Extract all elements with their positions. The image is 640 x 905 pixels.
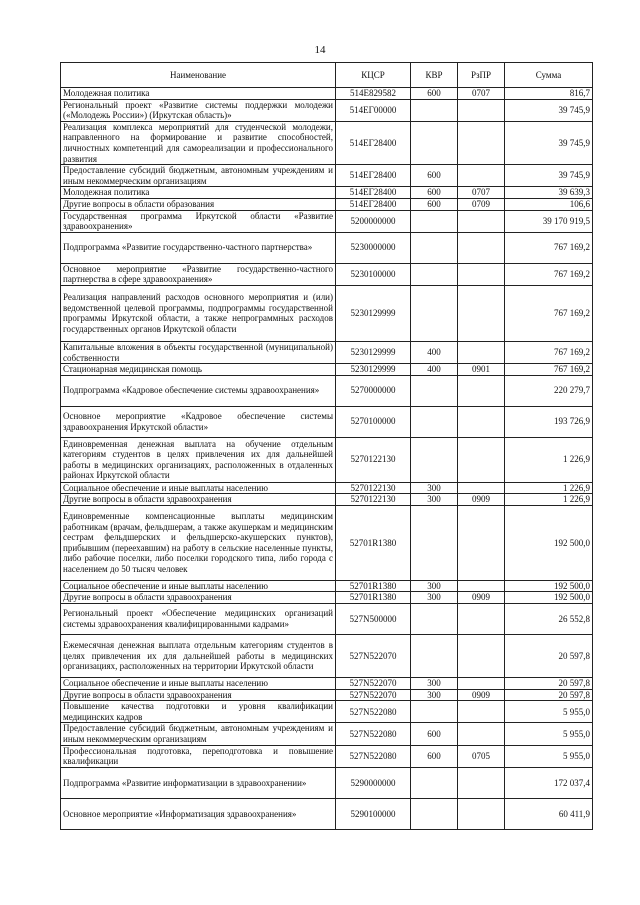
- page-number: 14: [314, 44, 326, 56]
- row-kcsr: 527N522070: [336, 678, 411, 690]
- row-rzpr: [458, 580, 505, 592]
- row-sum: 192 500,0: [505, 580, 593, 592]
- row-sum: 192 500,0: [505, 592, 593, 604]
- table-row: [61, 121, 593, 164]
- table-row: [61, 406, 593, 437]
- row-sum: 5 955,0: [505, 723, 593, 745]
- table-row: [61, 505, 593, 580]
- row-name: Профессиональная подготовка, переподготовка и повышение квалификации: [61, 745, 336, 767]
- table-row: [61, 187, 593, 199]
- row-name: Государственная программа Иркутской области «Развитие здравоохранения»: [61, 210, 336, 232]
- row-sum: 20 597,8: [505, 678, 593, 690]
- row-kcsr: 5270122130: [336, 494, 411, 506]
- row-rzpr: [458, 798, 505, 829]
- row-kcsr: 527N522080: [336, 723, 411, 745]
- row-sum: 767 169,2: [505, 341, 593, 363]
- row-name: Социальное обеспечение и иные выплаты населению: [61, 482, 336, 494]
- row-sum: 172 037,4: [505, 767, 593, 798]
- row-rzpr: [458, 121, 505, 164]
- row-kcsr: 52701R1380: [336, 580, 411, 592]
- row-rzpr: [458, 99, 505, 121]
- row-name: Подпрограмма «Развитие государственно-частного партнерства»: [61, 232, 336, 263]
- row-kcsr: 514ЕГ28400: [336, 198, 411, 210]
- row-kcsr: 5290000000: [336, 767, 411, 798]
- table-row: [61, 263, 593, 285]
- header-name: Наименование: [61, 63, 336, 88]
- row-name: Основное мероприятие «Развитие государственно-частного партнерства в сфере здравоохранения»: [61, 263, 336, 285]
- row-rzpr: [458, 437, 505, 482]
- row-kvr: 600: [411, 723, 458, 745]
- row-kcsr: 514E829582: [336, 88, 411, 100]
- row-sum: 192 500,0: [505, 505, 593, 580]
- row-name: Подпрограмма «Кадровое обеспечение системы здравоохранения»: [61, 375, 336, 406]
- row-kcsr: 514ЕГ00000: [336, 99, 411, 121]
- row-name: Социальное обеспечение и иные выплаты населению: [61, 678, 336, 690]
- budget-table: [60, 62, 593, 830]
- row-kcsr: 5290100000: [336, 798, 411, 829]
- row-kvr: 300: [411, 580, 458, 592]
- table-row: [61, 494, 593, 506]
- row-sum: 39 745,9: [505, 99, 593, 121]
- row-sum: 1 226,9: [505, 482, 593, 494]
- row-kcsr: 5270000000: [336, 375, 411, 406]
- table-row: [61, 198, 593, 210]
- row-kcsr: 527N500000: [336, 604, 411, 635]
- table-row: [61, 745, 593, 767]
- row-kvr: [411, 375, 458, 406]
- row-name: Молодежная политика: [61, 187, 336, 199]
- row-name: Другие вопросы в области здравоохранения: [61, 592, 336, 604]
- row-kcsr: 514ЕГ28400: [336, 121, 411, 164]
- row-kvr: 300: [411, 482, 458, 494]
- table-header-row: [61, 63, 593, 88]
- row-rzpr: [458, 165, 505, 187]
- row-kcsr: 5270122130: [336, 482, 411, 494]
- row-name: Капитальные вложения в объекты государственной (муниципальной) собственности: [61, 341, 336, 363]
- row-sum: 1 226,9: [505, 437, 593, 482]
- table-row: [61, 210, 593, 232]
- table-row: [61, 232, 593, 263]
- row-rzpr: [458, 285, 505, 341]
- row-rzpr: [458, 482, 505, 494]
- row-kvr: [411, 121, 458, 164]
- row-rzpr: 0709: [458, 198, 505, 210]
- row-kcsr: 52701R1380: [336, 592, 411, 604]
- row-sum: 193 726,9: [505, 406, 593, 437]
- row-kcsr: 52701R1380: [336, 505, 411, 580]
- row-kvr: [411, 604, 458, 635]
- table-row: [61, 580, 593, 592]
- row-name: Реализация комплекса мероприятий для студенческой молодежи, направленного на формирование и развитие способностей, личностных компетенций для самореализации и профессионального развития: [61, 121, 336, 164]
- row-sum: 220 279,7: [505, 375, 593, 406]
- row-kvr: [411, 99, 458, 121]
- row-kvr: [411, 767, 458, 798]
- table-row: [61, 165, 593, 187]
- row-rzpr: [458, 341, 505, 363]
- table-row: [61, 364, 593, 376]
- row-kcsr: 527N522070: [336, 635, 411, 678]
- row-kvr: 600: [411, 187, 458, 199]
- row-rzpr: 0909: [458, 592, 505, 604]
- row-rzpr: [458, 723, 505, 745]
- row-kvr: [411, 232, 458, 263]
- row-name: Реализация направлений расходов основного мероприятия и (или) ведомственной целевой программы, подпрограммы государственной программы Иркутской области, а также непрограммных расходов государственных органов Иркутской области: [61, 285, 336, 341]
- table-row: [61, 88, 593, 100]
- row-rzpr: 0901: [458, 364, 505, 376]
- row-sum: 767 169,2: [505, 232, 593, 263]
- row-sum: 1 226,9: [505, 494, 593, 506]
- row-rzpr: [458, 505, 505, 580]
- row-name: Единовременные компенсационные выплаты медицинским работникам (врачам, фельдшерам, а также акушеркам и медицинским сестрам фельдшерских и фельдшерско-акушерских пунктов), прибывшим (переехавшим) на работу в сельские населенные пункты, либо рабочие поселки, либо поселки городского типа, либо города с населением до 50 тысяч человек: [61, 505, 336, 580]
- row-sum: 39 745,9: [505, 165, 593, 187]
- row-kcsr: 527N522080: [336, 701, 411, 723]
- row-rzpr: [458, 210, 505, 232]
- row-rzpr: [458, 232, 505, 263]
- row-name: Региональный проект «Обеспечение медицинских организаций системы здравоохранения квалифицированными кадрами»: [61, 604, 336, 635]
- row-kvr: 300: [411, 494, 458, 506]
- row-rzpr: 0909: [458, 494, 505, 506]
- row-rzpr: [458, 635, 505, 678]
- row-kcsr: 5270122130: [336, 437, 411, 482]
- row-rzpr: 0705: [458, 745, 505, 767]
- row-name: Предоставление субсидий бюджетным, автономным учреждениям и иным некоммерческим организациям: [61, 723, 336, 745]
- table-row: [61, 798, 593, 829]
- row-name: Социальное обеспечение и иные выплаты населению: [61, 580, 336, 592]
- row-kvr: [411, 701, 458, 723]
- table-row: [61, 604, 593, 635]
- row-kvr: 600: [411, 745, 458, 767]
- row-kcsr: 527N522080: [336, 745, 411, 767]
- row-name: Основное мероприятие «Информатизация здравоохранения»: [61, 798, 336, 829]
- row-kcsr: 527N522070: [336, 689, 411, 701]
- row-kvr: 600: [411, 88, 458, 100]
- row-kcsr: 514ЕГ28400: [336, 187, 411, 199]
- row-kvr: [411, 406, 458, 437]
- row-kcsr: 5200000000: [336, 210, 411, 232]
- row-kvr: [411, 285, 458, 341]
- header-rzpr: РзПР: [458, 63, 505, 88]
- table-row: [61, 341, 593, 363]
- row-kvr: [411, 263, 458, 285]
- table-row: [61, 701, 593, 723]
- row-name: Молодежная политика: [61, 88, 336, 100]
- row-sum: 60 411,9: [505, 798, 593, 829]
- row-rzpr: [458, 263, 505, 285]
- row-sum: 767 169,2: [505, 263, 593, 285]
- row-kvr: 400: [411, 341, 458, 363]
- header-kcsr: КЦСР: [336, 63, 411, 88]
- row-sum: 39 170 919,5: [505, 210, 593, 232]
- row-kcsr: 514ЕГ28400: [336, 165, 411, 187]
- table-row: [61, 723, 593, 745]
- row-sum: 5 955,0: [505, 745, 593, 767]
- table-row: [61, 375, 593, 406]
- row-kvr: 300: [411, 592, 458, 604]
- row-sum: 39 639,3: [505, 187, 593, 199]
- table-row: [61, 592, 593, 604]
- row-name: Другие вопросы в области образования: [61, 198, 336, 210]
- row-sum: 106,6: [505, 198, 593, 210]
- header-sum: Сумма: [505, 63, 593, 88]
- row-name: Региональный проект «Развитие системы поддержки молодежи («Молодежь России») (Иркутская область)»: [61, 99, 336, 121]
- row-kvr: [411, 505, 458, 580]
- row-kvr: 600: [411, 198, 458, 210]
- row-kcsr: 5230129999: [336, 341, 411, 363]
- row-sum: 767 169,2: [505, 364, 593, 376]
- row-sum: 26 552,8: [505, 604, 593, 635]
- row-kvr: 600: [411, 165, 458, 187]
- row-kcsr: 5230000000: [336, 232, 411, 263]
- row-rzpr: [458, 701, 505, 723]
- row-kvr: [411, 210, 458, 232]
- table-row: [61, 482, 593, 494]
- row-name: Повышение качества подготовки и уровня квалификации медицинских кадров: [61, 701, 336, 723]
- header-kvr: КВР: [411, 63, 458, 88]
- row-kvr: [411, 798, 458, 829]
- table-row: [61, 689, 593, 701]
- row-kvr: [411, 437, 458, 482]
- row-name: Подпрограмма «Развитие информатизации в здравоохранении»: [61, 767, 336, 798]
- row-kcsr: 5230100000: [336, 263, 411, 285]
- row-rzpr: [458, 604, 505, 635]
- row-name: Основное мероприятие «Кадровое обеспечение системы здравоохранения Иркутской области»: [61, 406, 336, 437]
- row-name: Единовременная денежная выплата на обучение отдельным категориям студентов в целях привлечения их для дальнейшей работы в медицинских организациях, расположенных в отдаленных районах Иркутской области: [61, 437, 336, 482]
- row-rzpr: [458, 406, 505, 437]
- table-row: [61, 635, 593, 678]
- row-rzpr: [458, 678, 505, 690]
- row-kcsr: 5230129999: [336, 285, 411, 341]
- row-rzpr: [458, 375, 505, 406]
- row-sum: 767 169,2: [505, 285, 593, 341]
- row-kcsr: 5270100000: [336, 406, 411, 437]
- row-kvr: 300: [411, 678, 458, 690]
- row-kvr: 400: [411, 364, 458, 376]
- row-sum: 39 745,9: [505, 121, 593, 164]
- row-sum: 20 597,8: [505, 635, 593, 678]
- row-name: Стационарная медицинская помощь: [61, 364, 336, 376]
- row-rzpr: [458, 767, 505, 798]
- table-row: [61, 678, 593, 690]
- table-row: [61, 285, 593, 341]
- row-sum: 5 955,0: [505, 701, 593, 723]
- row-rzpr: 0909: [458, 689, 505, 701]
- row-rzpr: 0707: [458, 187, 505, 199]
- row-sum: 20 597,8: [505, 689, 593, 701]
- row-name: Другие вопросы в области здравоохранения: [61, 689, 336, 701]
- row-kcsr: 5230129999: [336, 364, 411, 376]
- row-name: Предоставление субсидий бюджетным, автономным учреждениям и иным некоммерческим организациям: [61, 165, 336, 187]
- row-kvr: [411, 635, 458, 678]
- table-row: [61, 767, 593, 798]
- table-row: [61, 437, 593, 482]
- row-name: Ежемесячная денежная выплата отдельным категориям студентов в целях привлечения их для дальнейшей работы в медицинских организациях, расположенных на территории Иркутской области: [61, 635, 336, 678]
- row-rzpr: 0707: [458, 88, 505, 100]
- table-row: [61, 99, 593, 121]
- row-kvr: 300: [411, 689, 458, 701]
- row-sum: 816,7: [505, 88, 593, 100]
- row-name: Другие вопросы в области здравоохранения: [61, 494, 336, 506]
